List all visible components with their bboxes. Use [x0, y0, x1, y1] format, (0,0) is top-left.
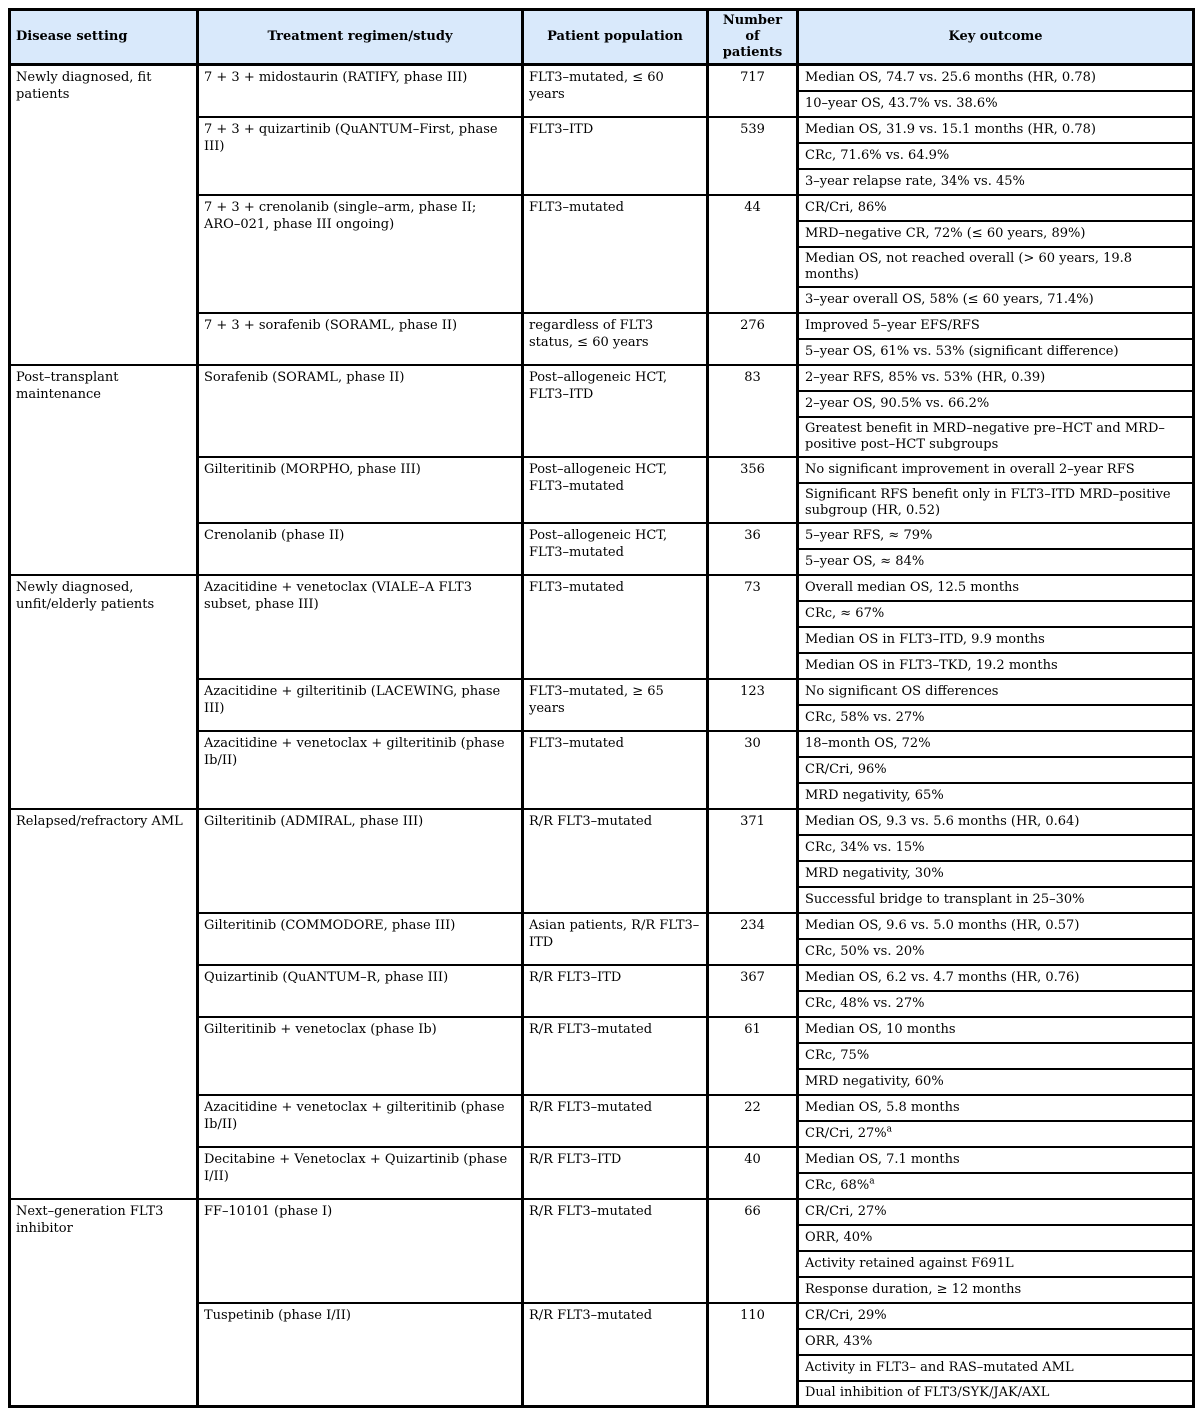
outcome-cell: CRc, 50% vs. 20%: [798, 939, 1194, 965]
outcome-cell: MRD–negative CR, 72% (≤ 60 years, 89%): [798, 221, 1194, 247]
outcome-cell: Successful bridge to transplant in 25–30%: [798, 887, 1194, 913]
regimen-cell: Gilteritinib (COMMODORE, phase III): [198, 913, 523, 965]
patient-count-cell: 276: [708, 313, 798, 365]
outcome-cell: 2–year OS, 90.5% vs. 66.2%: [798, 391, 1194, 417]
regimen-cell: FF–10101 (phase I): [198, 1199, 523, 1303]
outcome-cell: Median OS, 74.7 vs. 25.6 months (HR, 0.78): [798, 65, 1194, 91]
outcome-cell: Median OS, 5.8 months: [798, 1095, 1194, 1121]
outcome-cell: CRc, 75%: [798, 1043, 1194, 1069]
population-cell: Post–allogeneic HCT, FLT3–mutated: [523, 457, 708, 523]
outcome-cell: MRD negativity, 30%: [798, 861, 1194, 887]
population-cell: R/R FLT3–mutated: [523, 809, 708, 913]
footnote-marker: a: [869, 1176, 875, 1187]
population-cell: FLT3–mutated, ≤ 60 years: [523, 65, 708, 117]
table-row: [10, 1199, 1194, 1225]
outcome-cell: 5–year RFS, ≈ 79%: [798, 523, 1194, 549]
outcome-cell: ORR, 40%: [798, 1225, 1194, 1251]
outcome-cell: Significant RFS benefit only in FLT3–ITD MRD–positive subgroup (HR, 0.52): [798, 483, 1194, 523]
disease-setting-cell: Post–transplant maintenance: [10, 365, 198, 575]
outcome-cell: CRc, 48% vs. 27%: [798, 991, 1194, 1017]
outcome-cell: Response duration, ≥ 12 months: [798, 1277, 1194, 1303]
outcome-cell: ORR, 43%: [798, 1329, 1194, 1355]
outcome-cell: MRD negativity, 60%: [798, 1069, 1194, 1095]
outcome-cell: 10–year OS, 43.7% vs. 38.6%: [798, 91, 1194, 117]
population-cell: R/R FLT3–mutated: [523, 1303, 708, 1407]
outcome-cell: Median OS, 6.2 vs. 4.7 months (HR, 0.76): [798, 965, 1194, 991]
patient-count-cell: 717: [708, 65, 798, 117]
outcome-cell: CRc, 58% vs. 27%: [798, 705, 1194, 731]
patient-count-cell: 83: [708, 365, 798, 457]
population-cell: FLT3–ITD: [523, 117, 708, 195]
outcome-cell: 18–month OS, 72%: [798, 731, 1194, 757]
patient-count-cell: 30: [708, 731, 798, 809]
regimen-cell: Tuspetinib (phase I/II): [198, 1303, 523, 1407]
patient-count-cell: 371: [708, 809, 798, 913]
outcome-cell: MRD negativity, 65%: [798, 783, 1194, 809]
patient-count-cell: 40: [708, 1147, 798, 1199]
population-cell: R/R FLT3–mutated: [523, 1199, 708, 1303]
disease-setting-cell: Relapsed/refractory AML: [10, 809, 198, 1199]
regimen-cell: Azacitidine + venetoclax (VIALE–A FLT3 subset, phase III): [198, 575, 523, 679]
regimen-cell: Gilteritinib (MORPHO, phase III): [198, 457, 523, 523]
outcome-cell: Median OS, not reached overall (> 60 years, 19.8 months): [798, 247, 1194, 287]
footnote-marker: a: [886, 1124, 892, 1135]
column-header-treatment-regimen: Treatment regimen/study: [198, 10, 523, 65]
regimen-cell: Decitabine + Venetoclax + Quizartinib (phase I/II): [198, 1147, 523, 1199]
outcome-cell: Median OS in FLT3–ITD, 9.9 months: [798, 627, 1194, 653]
outcome-cell: CR/Cri, 27%: [798, 1199, 1194, 1225]
regimen-cell: 7 + 3 + sorafenib (SORAML, phase II): [198, 313, 523, 365]
outcome-cell: Median OS, 31.9 vs. 15.1 months (HR, 0.78): [798, 117, 1194, 143]
column-header-disease-setting: Disease setting: [10, 10, 198, 65]
table-header: [10, 10, 1194, 65]
outcome-cell: No significant improvement in overall 2–year RFS: [798, 457, 1194, 483]
outcome-cell: CR/Cri, 96%: [798, 757, 1194, 783]
regimen-cell: Azacitidine + gilteritinib (LACEWING, phase III): [198, 679, 523, 731]
patient-count-cell: 36: [708, 523, 798, 575]
patient-count-cell: 110: [708, 1303, 798, 1407]
population-cell: R/R FLT3–ITD: [523, 965, 708, 1017]
outcome-cell: Greatest benefit in MRD–negative pre–HCT and MRD–positive post–HCT subgroups: [798, 417, 1194, 457]
population-cell: Post–allogeneic HCT, FLT3–ITD: [523, 365, 708, 457]
patient-count-cell: 234: [708, 913, 798, 965]
table-row: [10, 65, 1194, 91]
outcome-cell: CRc, 71.6% vs. 64.9%: [798, 143, 1194, 169]
outcome-cell: 2–year RFS, 85% vs. 53% (HR, 0.39): [798, 365, 1194, 391]
patient-count-cell: 66: [708, 1199, 798, 1303]
column-header-key-outcome: Key outcome: [798, 10, 1194, 65]
outcome-cell: Median OS in FLT3–TKD, 19.2 months: [798, 653, 1194, 679]
outcome-cell: Overall median OS, 12.5 months: [798, 575, 1194, 601]
population-cell: R/R FLT3–ITD: [523, 1147, 708, 1199]
regimen-cell: Azacitidine + venetoclax + gilteritinib (phase Ib/II): [198, 1095, 523, 1147]
patient-count-cell: 539: [708, 117, 798, 195]
outcome-cell: Dual inhibition of FLT3/SYK/JAK/AXL: [798, 1381, 1194, 1407]
outcome-cell: Median OS, 10 months: [798, 1017, 1194, 1043]
outcome-cell: Activity retained against F691L: [798, 1251, 1194, 1277]
patient-count-cell: 73: [708, 575, 798, 679]
outcome-cell: No significant OS differences: [798, 679, 1194, 705]
outcome-cell: Median OS, 9.6 vs. 5.0 months (HR, 0.57): [798, 913, 1194, 939]
population-cell: regardless of FLT3 status, ≤ 60 years: [523, 313, 708, 365]
population-cell: Asian patients, R/R FLT3–ITD: [523, 913, 708, 965]
population-cell: FLT3–mutated, ≥ 65 years: [523, 679, 708, 731]
population-cell: FLT3–mutated: [523, 731, 708, 809]
header-row: [10, 10, 1194, 65]
outcome-cell: 5–year OS, 61% vs. 53% (significant difference): [798, 339, 1194, 365]
regimen-cell: 7 + 3 + quizartinib (QuANTUM–First, phase III): [198, 117, 523, 195]
regimen-cell: Crenolanib (phase II): [198, 523, 523, 575]
outcome-cell: Improved 5–year EFS/RFS: [798, 313, 1194, 339]
regimen-cell: Gilteritinib (ADMIRAL, phase III): [198, 809, 523, 913]
population-cell: FLT3–mutated: [523, 195, 708, 313]
patient-count-cell: 367: [708, 965, 798, 1017]
patient-count-cell: 44: [708, 195, 798, 313]
disease-setting-cell: Next–generation FLT3 inhibitor: [10, 1199, 198, 1407]
population-cell: Post–allogeneic HCT, FLT3–mutated: [523, 523, 708, 575]
outcome-cell: CR/Cri, 86%: [798, 195, 1194, 221]
population-cell: FLT3–mutated: [523, 575, 708, 679]
clinical-trials-table: [8, 8, 1195, 1408]
regimen-cell: 7 + 3 + crenolanib (single–arm, phase II; ARO–021, phase III ongoing): [198, 195, 523, 313]
regimen-cell: Gilteritinib + venetoclax (phase Ib): [198, 1017, 523, 1095]
outcome-cell: 3–year overall OS, 58% (≤ 60 years, 71.4%): [798, 287, 1194, 313]
population-cell: R/R FLT3–mutated: [523, 1017, 708, 1095]
outcome-cell: CR/Cri, 27%$^a$: [798, 1121, 1194, 1147]
regimen-cell: Sorafenib (SORAML, phase II): [198, 365, 523, 457]
outcome-cell: Median OS, 9.3 vs. 5.6 months (HR, 0.64): [798, 809, 1194, 835]
table-row: [10, 809, 1194, 835]
patient-count-cell: 22: [708, 1095, 798, 1147]
outcome-cell: Activity in FLT3– and RAS–mutated AML: [798, 1355, 1194, 1381]
table-row: [10, 365, 1194, 391]
patient-count-cell: 356: [708, 457, 798, 523]
disease-setting-cell: Newly diagnosed, fit patients: [10, 65, 198, 365]
outcome-cell: CRc, 68%$^a$: [798, 1173, 1194, 1199]
column-header-number-of-patients: Number of patients: [708, 10, 798, 65]
outcome-cell: 3–year relapse rate, 34% vs. 45%: [798, 169, 1194, 195]
population-cell: R/R FLT3–mutated: [523, 1095, 708, 1147]
outcome-cell: Median OS, 7.1 months: [798, 1147, 1194, 1173]
column-header-patient-population: Patient population: [523, 10, 708, 65]
outcome-cell: CRc, ≈ 67%: [798, 601, 1194, 627]
table-body: [10, 65, 1194, 1407]
disease-setting-cell: Newly diagnosed, unfit/elderly patients: [10, 575, 198, 809]
patient-count-cell: 123: [708, 679, 798, 731]
table-row: [10, 575, 1194, 601]
regimen-cell: 7 + 3 + midostaurin (RATIFY, phase III): [198, 65, 523, 117]
outcome-cell: CRc, 34% vs. 15%: [798, 835, 1194, 861]
outcome-cell: 5–year OS, ≈ 84%: [798, 549, 1194, 575]
regimen-cell: Quizartinib (QuANTUM–R, phase III): [198, 965, 523, 1017]
patient-count-cell: 61: [708, 1017, 798, 1095]
regimen-cell: Azacitidine + venetoclax + gilteritinib (phase Ib/II): [198, 731, 523, 809]
outcome-cell: CR/Cri, 29%: [798, 1303, 1194, 1329]
